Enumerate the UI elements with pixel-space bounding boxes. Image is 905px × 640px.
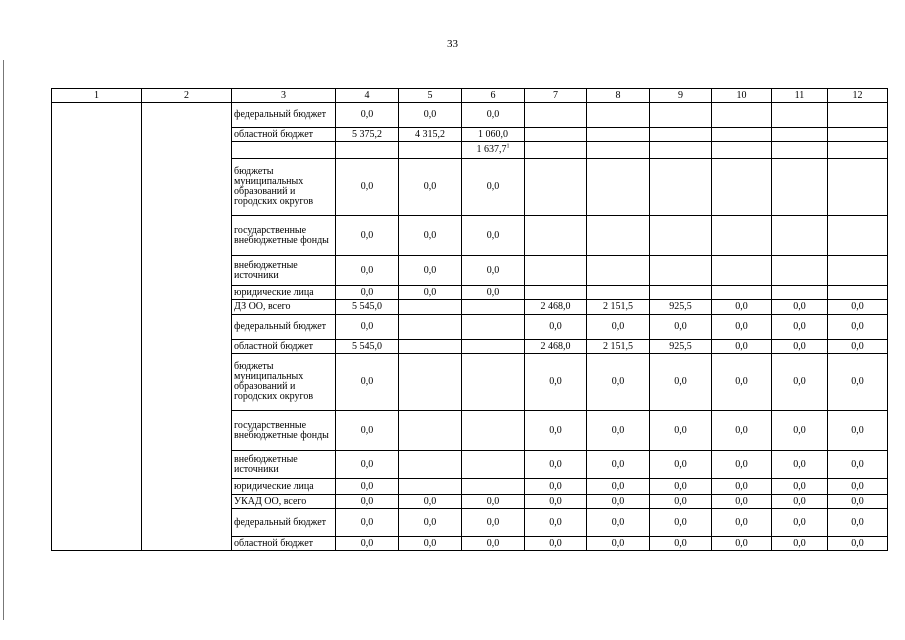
value-cell-col-12 [828,128,888,142]
empty-merged-cell-col-1 [52,103,142,551]
value-cell-col-10 [712,256,772,286]
value-cell-col-6 [462,300,525,315]
value-cell-col-5: 0,0 [399,216,462,256]
value-cell-col-11 [772,142,828,159]
value-cell-col-9 [650,256,712,286]
value-cell-col-4: 0,0 [336,216,399,256]
value-cell-col-8 [587,286,650,300]
column-header-4: 4 [336,89,399,103]
value-cell-col-5: 0,0 [399,103,462,128]
value-cell-col-6: 0,0 [462,159,525,216]
value-cell-col-12: 0,0 [828,451,888,479]
value-cell-col-4: 0,0 [336,256,399,286]
value-cell-col-5: 0,0 [399,537,462,551]
value-cell-col-5: 0,0 [399,495,462,509]
value-cell-col-8: 0,0 [587,509,650,537]
value-cell-col-5 [399,340,462,354]
value-cell-col-9: 925,5 [650,340,712,354]
row-label: федеральный бюджет [232,103,336,128]
value-cell-col-9 [650,103,712,128]
column-header-10: 10 [712,89,772,103]
value-cell-col-9 [650,286,712,300]
row-label: областной бюджет [232,537,336,551]
value-cell-col-8 [587,159,650,216]
value-cell-col-10 [712,216,772,256]
value-cell-col-12 [828,286,888,300]
value-cell-col-7 [525,256,587,286]
value-cell-col-7: 0,0 [525,509,587,537]
value-cell-col-7: 0,0 [525,411,587,451]
value-cell-col-11 [772,159,828,216]
value-cell-col-5: 0,0 [399,256,462,286]
value-cell-col-6: 0,0 [462,286,525,300]
value-cell-col-8 [587,142,650,159]
value-cell-col-11: 0,0 [772,537,828,551]
column-header-8: 8 [587,89,650,103]
row-label: юридические лица [232,479,336,495]
row-label: областной бюджет [232,128,336,142]
value-cell-col-10: 0,0 [712,340,772,354]
value-cell-col-10: 0,0 [712,354,772,411]
value-cell-col-11 [772,103,828,128]
value-cell-col-7 [525,103,587,128]
value-cell-col-11: 0,0 [772,495,828,509]
value-cell-col-5 [399,300,462,315]
row-label: государственные внебюджетные фонды [232,216,336,256]
table-row [52,103,888,128]
value-cell-col-7: 2 468,0 [525,300,587,315]
value-cell-col-12: 0,0 [828,479,888,495]
value-cell-col-6 [462,411,525,451]
value-cell-col-9 [650,216,712,256]
column-header-6: 6 [462,89,525,103]
value-cell-col-11 [772,256,828,286]
value-cell-col-4: 0,0 [336,315,399,340]
value-cell-col-11 [772,128,828,142]
value-cell-col-4: 0,0 [336,411,399,451]
value-cell-col-4: 5 375,2 [336,128,399,142]
value-cell-col-4: 0,0 [336,354,399,411]
value-cell-col-10: 0,0 [712,479,772,495]
value-cell-col-4: 0,0 [336,479,399,495]
scan-margin-line [3,60,4,620]
value-cell-col-7 [525,286,587,300]
value-cell-col-4: 5 545,0 [336,300,399,315]
value-cell-col-6: 0,0 [462,495,525,509]
value-cell-col-4: 0,0 [336,286,399,300]
column-header-5: 5 [399,89,462,103]
value-cell-col-9: 0,0 [650,509,712,537]
column-header-3: 3 [232,89,336,103]
value-cell-col-7: 0,0 [525,479,587,495]
value-cell-col-10 [712,128,772,142]
value-cell-col-8: 0,0 [587,411,650,451]
value-cell-col-6: 0,0 [462,537,525,551]
row-label: бюджеты муниципальных образований и городских округов [232,159,336,216]
column-header-1: 1 [52,89,142,103]
value-cell-col-6 [462,354,525,411]
budget-table [51,88,888,551]
value-cell-col-11: 0,0 [772,340,828,354]
value-cell-col-11: 0,0 [772,509,828,537]
value-cell-col-8 [587,103,650,128]
value-cell-col-7 [525,142,587,159]
value-cell-col-12 [828,216,888,256]
row-label [232,142,336,159]
value-cell-col-12: 0,0 [828,495,888,509]
value-cell-col-7: 0,0 [525,451,587,479]
value-cell-col-12 [828,159,888,216]
value-cell-col-12: 0,0 [828,354,888,411]
value-cell-col-8 [587,216,650,256]
footnote-marker: 1 [506,143,510,150]
value-cell-col-9: 0,0 [650,451,712,479]
value-cell-col-11: 0,0 [772,300,828,315]
value-cell-col-6: 0,0 [462,216,525,256]
value-cell-col-11: 0,0 [772,411,828,451]
value-cell-col-6 [462,340,525,354]
header-row [52,89,888,103]
value-cell-col-6: 0,0 [462,509,525,537]
value-cell-col-11: 0,0 [772,315,828,340]
value-cell-col-5 [399,315,462,340]
value-cell-col-4 [336,142,399,159]
value-cell-col-10 [712,159,772,216]
value-cell-col-10: 0,0 [712,411,772,451]
value-cell-col-10 [712,142,772,159]
value-cell-col-4: 0,0 [336,451,399,479]
value-cell-col-5: 0,0 [399,509,462,537]
value-cell-col-6 [462,315,525,340]
value-cell-col-7 [525,159,587,216]
value-cell-col-5 [399,142,462,159]
value-cell-col-10 [712,103,772,128]
value-cell-col-8: 0,0 [587,537,650,551]
value-cell-col-6: 1 637,7$^1$ [462,142,525,159]
value-cell-col-7 [525,216,587,256]
value-cell-col-7: 0,0 [525,537,587,551]
value-cell-col-11 [772,286,828,300]
value-cell-col-8: 0,0 [587,354,650,411]
value-cell-col-12: 0,0 [828,509,888,537]
row-label: государственные внебюджетные фонды [232,411,336,451]
value-cell-col-9: 0,0 [650,411,712,451]
value-cell-col-9: 0,0 [650,537,712,551]
value-cell-col-5 [399,479,462,495]
value-cell-col-9: 0,0 [650,354,712,411]
value-cell-col-6: 0,0 [462,256,525,286]
value-cell-col-8: 0,0 [587,479,650,495]
value-cell-col-5 [399,451,462,479]
page-number: 33 [447,38,458,50]
row-label: федеральный бюджет [232,315,336,340]
value-cell-col-7 [525,128,587,142]
value-cell-col-12: 0,0 [828,300,888,315]
value-cell-col-11: 0,0 [772,451,828,479]
value-cell-col-4: 0,0 [336,495,399,509]
row-label: УКАД ОО, всего [232,495,336,509]
value-cell-col-12: 0,0 [828,340,888,354]
value-cell-col-5 [399,411,462,451]
value-cell-col-7: 0,0 [525,315,587,340]
value-cell-col-8 [587,128,650,142]
value-cell-col-8: 2 151,5 [587,340,650,354]
row-label: юридические лица [232,286,336,300]
value-cell-col-12: 0,0 [828,315,888,340]
value-cell-col-11: 0,0 [772,479,828,495]
value-cell-col-12 [828,256,888,286]
value-cell-col-8 [587,256,650,286]
value-cell-col-9: 0,0 [650,315,712,340]
table-body [52,103,888,551]
value-cell-col-11: 0,0 [772,354,828,411]
value-cell-col-5: 4 315,2 [399,128,462,142]
value-cell-col-10: 0,0 [712,537,772,551]
value-cell-col-12 [828,103,888,128]
value-cell-col-7: 0,0 [525,495,587,509]
value-cell-col-4: 5 545,0 [336,340,399,354]
value-cell-col-10: 0,0 [712,300,772,315]
value-cell-col-12: 0,0 [828,411,888,451]
column-header-7: 7 [525,89,587,103]
value-cell-col-9: 925,5 [650,300,712,315]
row-label: внебюджетные источники [232,256,336,286]
empty-merged-cell-col-2 [142,103,232,551]
value-cell-col-4: 0,0 [336,159,399,216]
value-cell-col-9 [650,142,712,159]
value-cell-col-8: 2 151,5 [587,300,650,315]
row-label: областной бюджет [232,340,336,354]
value-cell-col-8: 0,0 [587,315,650,340]
column-header-12: 12 [828,89,888,103]
value-cell-col-12 [828,142,888,159]
value-cell-col-9: 0,0 [650,479,712,495]
row-label: бюджеты муниципальных образований и городских округов [232,354,336,411]
value-cell-col-7: 0,0 [525,354,587,411]
value-cell-col-4: 0,0 [336,509,399,537]
column-header-9: 9 [650,89,712,103]
value-cell-col-12: 0,0 [828,537,888,551]
column-header-11: 11 [772,89,828,103]
value-cell-col-8: 0,0 [587,451,650,479]
value-cell-col-5: 0,0 [399,286,462,300]
value-cell-col-8: 0,0 [587,495,650,509]
value-cell-col-5: 0,0 [399,159,462,216]
value-cell-col-10: 0,0 [712,509,772,537]
value-cell-col-9 [650,128,712,142]
column-header-2: 2 [142,89,232,103]
value-cell-col-10 [712,286,772,300]
value-cell-col-10: 0,0 [712,451,772,479]
value-cell-col-4: 0,0 [336,103,399,128]
value-cell-col-9: 0,0 [650,495,712,509]
row-label: ДЗ ОО, всего [232,300,336,315]
value-cell-col-10: 0,0 [712,495,772,509]
value-cell-col-11 [772,216,828,256]
value-cell-col-5 [399,354,462,411]
value-cell-col-6: 0,0 [462,103,525,128]
value-cell-col-6 [462,451,525,479]
value-cell-col-7: 2 468,0 [525,340,587,354]
value-cell-col-9 [650,159,712,216]
row-label: внебюджетные источники [232,451,336,479]
row-label: федеральный бюджет [232,509,336,537]
value-cell-col-4: 0,0 [336,537,399,551]
value-cell-col-6 [462,479,525,495]
value-cell-col-6: 1 060,0 [462,128,525,142]
value-cell-col-10: 0,0 [712,315,772,340]
